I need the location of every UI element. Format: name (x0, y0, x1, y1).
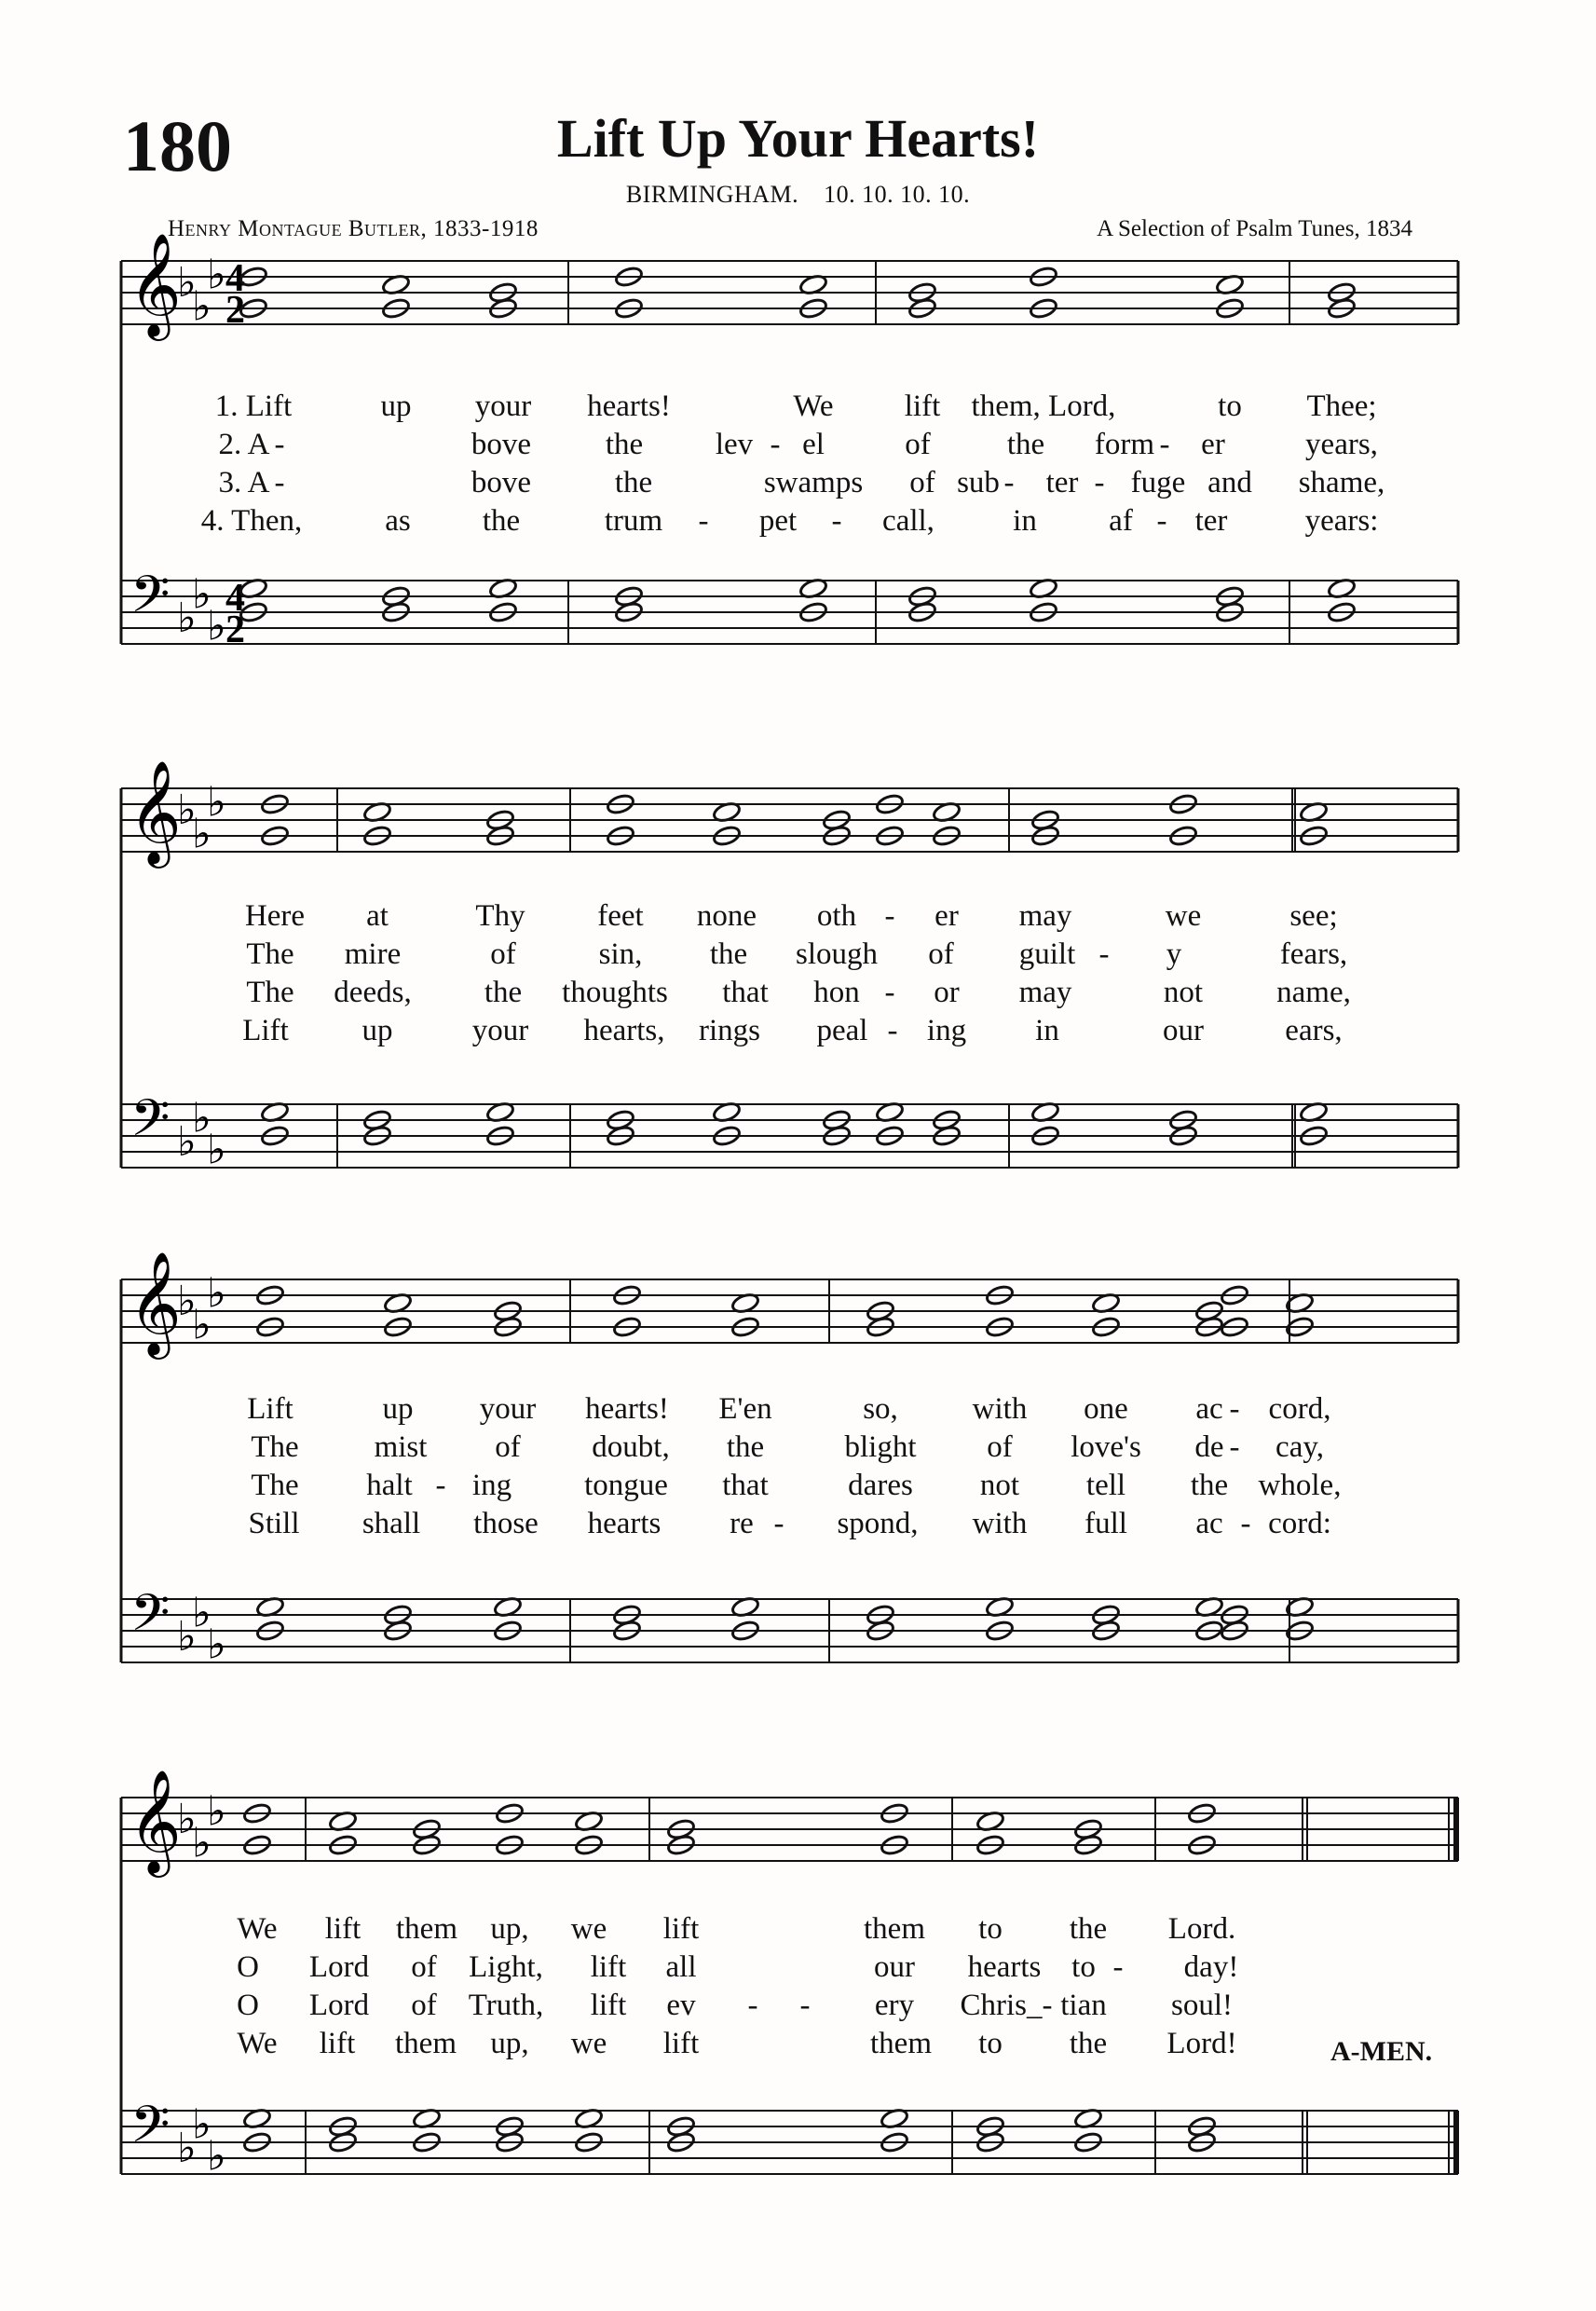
lyric-syllable: hearts (967, 1950, 1042, 1984)
lyric-syllable: ac (1195, 1507, 1223, 1540)
lyric-syllable: ery (874, 1989, 915, 2022)
lyric-syllable: whole, (1258, 1469, 1342, 1502)
lyric-syllable: Thy (475, 899, 525, 933)
lyric-syllable: lift (662, 1912, 700, 1946)
flat-icon: ♭ (177, 259, 197, 307)
lyric-syllable: - (799, 1989, 811, 2022)
lyric-syllable: sub (957, 466, 1000, 499)
lyric-syllable: your (474, 390, 532, 423)
lyric-syllable: fuge (1130, 466, 1186, 499)
lyric-syllable: O (237, 1950, 259, 1984)
lyric-syllable: Still (248, 1507, 300, 1540)
treble-clef-icon: 𝄞 (129, 759, 182, 864)
lyric-syllable: Truth, (468, 1989, 544, 2022)
lyric-syllable: in (1013, 504, 1037, 538)
lyric-syllable: oth (816, 899, 857, 933)
lyric-syllable: tongue (584, 1469, 668, 1502)
lyric-syllable: sin, (598, 937, 643, 971)
lyric-syllable: er (934, 899, 959, 933)
lyric-syllable: love's (1071, 1430, 1141, 1464)
lyric-syllable: we (1165, 899, 1202, 933)
lyric-syllable: in (1035, 1014, 1059, 1047)
lyric-syllable: Lord (308, 1950, 370, 1984)
lyric-syllable: up, (490, 2027, 529, 2060)
lyric-syllable: form (1094, 428, 1155, 461)
lyric-syllable: hearts (587, 1507, 662, 1540)
lyric-syllable: Lift (242, 1014, 289, 1047)
lyric-syllable: Light, (469, 1950, 543, 1984)
lyric-syllable: we (570, 2027, 607, 2060)
lyric-syllable: lift (662, 2027, 700, 2060)
treble-clef-icon: 𝄞 (129, 232, 182, 336)
lyric-syllable: hearts! (587, 390, 671, 423)
flat-icon: ♭ (192, 570, 211, 619)
lyric-syllable: lift (590, 1989, 627, 2022)
lyric-syllable: your (479, 1392, 537, 1426)
lyric-syllable: see; (1289, 899, 1338, 933)
flat-icon: ♭ (177, 1278, 197, 1325)
lyric-syllable: E'en (718, 1392, 772, 1426)
lyric-syllable: - (884, 976, 895, 1009)
lyric-syllable: not (1163, 976, 1204, 1009)
lyric-syllable: lift (319, 2027, 356, 2060)
lyric-syllable: - (747, 1989, 758, 2022)
tune-meter: 10. 10. 10. 10. (824, 181, 971, 208)
lyric-syllable: - (1003, 466, 1015, 499)
lyric-syllable: of (411, 1950, 437, 1984)
lyric-syllable: re (730, 1507, 754, 1540)
flat-icon: ♭ (192, 1589, 211, 1637)
lyric-syllable: mire (344, 937, 402, 971)
lyric-syllable: - (887, 1014, 898, 1047)
lyric-syllable: to (978, 1912, 1003, 1946)
lyric-syllable: soul! (1171, 1989, 1233, 2022)
lyric-syllable: - (773, 1507, 784, 1540)
lyric-syllable: them, Lord, (971, 390, 1116, 423)
lyric-syllable: years, (1305, 428, 1378, 461)
author-credit: Henry Montague Butler, 1833-1918 (168, 216, 539, 241)
lyric-syllable: the (614, 466, 653, 499)
flat-icon: ♭ (207, 251, 226, 299)
lyric-syllable: may (1018, 899, 1072, 933)
lyric-syllable: Lift (247, 1392, 293, 1426)
lyric-syllable: - (698, 504, 709, 538)
lyric-syllable: of (909, 466, 935, 499)
lyric-line-2 (0, 1950, 1596, 1988)
flat-icon: ♭ (192, 810, 211, 858)
lyric-syllable: bove (471, 428, 532, 461)
lyric-syllable: and (1207, 466, 1252, 499)
lyric-syllable: call, (882, 504, 934, 538)
treble-clef-icon: 𝄞 (129, 1251, 182, 1355)
lyric-syllable: 2. A (218, 428, 270, 461)
lyric-syllable: lev (715, 428, 754, 461)
lyric-syllable: we (570, 1912, 607, 1946)
lyric-syllable: to (1218, 390, 1242, 423)
lyric-syllable: cord: (1268, 1507, 1331, 1540)
lyric-syllable: of (490, 937, 516, 971)
lyric-syllable: mist (374, 1430, 428, 1464)
lyric-syllable: them (396, 1912, 457, 1946)
time-signature-bottom: 2 (225, 609, 245, 651)
lyric-syllable: Lord. (1167, 1912, 1236, 1946)
lyric-syllable: the (1069, 2027, 1108, 2060)
lyric-syllable: of (905, 428, 931, 461)
lyric-syllable: el (802, 428, 825, 461)
lyric-syllable: Chris_- (960, 1989, 1053, 2022)
lyric-syllable: er (1201, 428, 1225, 461)
flat-icon: ♭ (177, 1118, 197, 1166)
lyric-syllable: the (482, 504, 521, 538)
lyric-syllable: as (385, 504, 411, 538)
bass-clef-icon: 𝄢 (130, 1583, 171, 1655)
lyric-syllable: with (972, 1392, 1028, 1426)
lyric-syllable: - (1098, 937, 1110, 971)
lyric-syllable: y (1166, 937, 1182, 971)
lyric-syllable: up (361, 1014, 393, 1047)
lyric-syllable: not (979, 1469, 1020, 1502)
lyric-syllable: our (1163, 1014, 1204, 1047)
lyric-syllable: them (864, 1912, 925, 1946)
bass-clef-icon: 𝄢 (130, 2095, 171, 2167)
treble-clef-icon: 𝄞 (129, 1769, 182, 1873)
lyric-syllable: 3. A (218, 466, 270, 499)
lyric-syllable: O (237, 1989, 259, 2022)
lyric-syllable: swamps (763, 466, 864, 499)
flat-icon: ♭ (177, 1613, 197, 1661)
tune-name: BIRMINGHAM. (625, 181, 799, 208)
lyric-syllable: to (1071, 1950, 1096, 1984)
lyric-syllable: We (237, 2027, 278, 2060)
flat-icon: ♭ (177, 595, 197, 642)
lyric-syllable: The (251, 1469, 299, 1502)
lyric-syllable: blight (844, 1430, 917, 1464)
lyric-syllable: deeds, (334, 976, 412, 1009)
lyric-syllable: - (1112, 1950, 1124, 1984)
lyric-syllable: doubt, (592, 1430, 670, 1464)
lyric-syllable: - (1156, 504, 1167, 538)
lyric-syllable: slough (795, 937, 879, 971)
lyric-syllable: spond, (837, 1507, 919, 1540)
lyric-syllable: guilt (1018, 937, 1076, 971)
lyric-syllable: - (831, 504, 842, 538)
amen-label: A-MEN. (1330, 2036, 1433, 2067)
lyric-syllable: trum (604, 504, 663, 538)
lyric-syllable: bove (471, 466, 532, 499)
lyric-syllable: to (978, 2027, 1003, 2060)
lyric-syllable: your (471, 1014, 529, 1047)
lyric-syllable: - (884, 899, 895, 933)
lyric-syllable: pet (758, 504, 798, 538)
time-signature-top: 4 (225, 577, 245, 620)
lyric-syllable: Lord! (1166, 2027, 1237, 2060)
lyric-syllable: Lord (308, 1989, 370, 2022)
lyric-syllable: - (274, 428, 285, 461)
lyric-line-1 (0, 1912, 1596, 1949)
lyric-syllable: ears, (1285, 1014, 1343, 1047)
flat-icon: ♭ (177, 2125, 197, 2172)
lyric-syllable: up (380, 390, 412, 423)
lyric-syllable: the (605, 428, 644, 461)
lyric-syllable: - (274, 466, 285, 499)
tune-source: A Selection of Psalm Tunes, 1834 (1097, 216, 1412, 241)
lyric-syllable: peal (816, 1014, 868, 1047)
lyric-syllable: those (473, 1507, 539, 1540)
lyric-syllable: - (1240, 1507, 1251, 1540)
flat-icon: ♭ (192, 1819, 211, 1867)
lyric-syllable: them (870, 2027, 932, 2060)
flat-icon: ♭ (207, 1126, 226, 1174)
lyric-syllable: hon (813, 976, 860, 1009)
lyric-syllable: hearts, (583, 1014, 665, 1047)
time-signature-top: 4 (225, 257, 245, 300)
lyric-syllable: - (1159, 428, 1170, 461)
lyric-syllable: Here (244, 899, 306, 933)
hymn-number: 180 (123, 105, 232, 186)
lyric-syllable: of (928, 937, 954, 971)
lyric-syllable: the (726, 1430, 765, 1464)
lyric-syllable: ev (666, 1989, 696, 2022)
lyric-syllable: of (411, 1989, 437, 2022)
lyric-syllable: of (987, 1430, 1013, 1464)
flat-icon: ♭ (192, 1301, 211, 1349)
time-signature-bottom: 2 (225, 289, 245, 332)
final-barline (1453, 1798, 1459, 1861)
lyric-syllable: thoughts (562, 976, 668, 1009)
lyric-syllable: the (1069, 1912, 1108, 1946)
lyric-syllable: hearts! (585, 1392, 669, 1426)
lyric-syllable: - (1229, 1392, 1240, 1426)
bass-clef-icon: 𝄢 (130, 565, 171, 636)
lyric-syllable: cay, (1275, 1430, 1324, 1464)
flat-icon: ♭ (177, 1796, 197, 1843)
flat-icon: ♭ (192, 1094, 211, 1142)
lyric-syllable: the (1190, 1469, 1229, 1502)
flat-icon: ♭ (207, 1787, 226, 1836)
lyric-syllable: years: (1304, 504, 1379, 538)
lyric-syllable: ter (1045, 466, 1079, 499)
lyric-syllable: all (665, 1950, 697, 1984)
lyric-syllable: lift (324, 1912, 361, 1946)
lyric-syllable: The (246, 937, 294, 971)
lyric-syllable: dares (848, 1469, 913, 1502)
lyric-syllable: - (770, 428, 781, 461)
flat-icon: ♭ (192, 282, 211, 331)
bass-clef-icon: 𝄢 (130, 1088, 171, 1160)
lyric-syllable: fears, (1279, 937, 1348, 971)
lyric-syllable: tell (1085, 1469, 1126, 1502)
lyric-syllable: shall (361, 1507, 421, 1540)
lyric-syllable: We (237, 1912, 278, 1946)
lyric-syllable: We (793, 390, 834, 423)
lyric-syllable: - (1229, 1430, 1240, 1464)
lyric-syllable: 4. Then, (200, 504, 303, 538)
lyric-syllable: day! (1183, 1950, 1239, 1984)
lyric-syllable: - (435, 1469, 446, 1502)
lyric-syllable: up (382, 1392, 414, 1426)
lyric-syllable: the (1006, 428, 1045, 461)
flat-icon: ♭ (192, 2100, 211, 2149)
lyric-syllable: of (495, 1430, 521, 1464)
final-barline (1453, 2111, 1459, 2174)
lyric-syllable: may (1018, 976, 1072, 1009)
flat-icon: ♭ (207, 778, 226, 827)
lyric-syllable: our (874, 1950, 915, 1984)
lyric-syllable: one (1084, 1392, 1128, 1426)
lyric-syllable: full (1084, 1507, 1127, 1540)
flat-icon: ♭ (207, 1620, 226, 1669)
lyric-syllable: the (709, 937, 748, 971)
lyric-syllable: them (395, 2027, 457, 2060)
lyric-syllable: none (696, 899, 757, 933)
flat-icon: ♭ (207, 2132, 226, 2181)
lyric-syllable: the (484, 976, 523, 1009)
lyric-syllable: The (246, 976, 294, 1009)
lyric-syllable: - (1094, 466, 1105, 499)
lyric-syllable: feet (597, 899, 644, 933)
lyric-syllable: tian (1060, 1989, 1107, 2022)
lyric-syllable: ter (1194, 504, 1228, 538)
hymn-title: Lift Up Your Hearts! (556, 108, 1040, 169)
lyric-syllable: at (366, 899, 389, 933)
lyric-syllable: ing (926, 1014, 967, 1047)
lyric-syllable: cord, (1268, 1392, 1331, 1426)
flat-icon: ♭ (177, 786, 197, 834)
lyric-syllable: name, (1276, 976, 1351, 1009)
lyric-syllable: or (934, 976, 960, 1009)
flat-icon: ♭ (207, 602, 226, 650)
lyric-syllable: that (722, 1469, 769, 1502)
flat-icon: ♭ (207, 1269, 226, 1318)
lyric-syllable: af (1109, 504, 1133, 538)
lyric-syllable: halt (366, 1469, 413, 1502)
lyric-syllable: shame, (1298, 466, 1385, 499)
lyric-syllable: rings (699, 1014, 760, 1047)
lyric-syllable: lift (904, 390, 941, 423)
lyric-line-3 (0, 1989, 1596, 2026)
lyric-syllable: that (722, 976, 769, 1009)
lyric-syllable: with (972, 1507, 1028, 1540)
lyric-syllable: The (251, 1430, 299, 1464)
lyric-syllable: ac (1195, 1392, 1223, 1426)
lyric-syllable: de (1194, 1430, 1224, 1464)
lyric-syllable: Thee; (1306, 390, 1377, 423)
lyric-syllable: up, (490, 1912, 529, 1946)
lyric-syllable: so, (863, 1392, 898, 1426)
lyric-syllable: ing (471, 1469, 512, 1502)
lyric-syllable: 1. Lift (214, 390, 293, 423)
lyric-syllable: lift (590, 1950, 627, 1984)
